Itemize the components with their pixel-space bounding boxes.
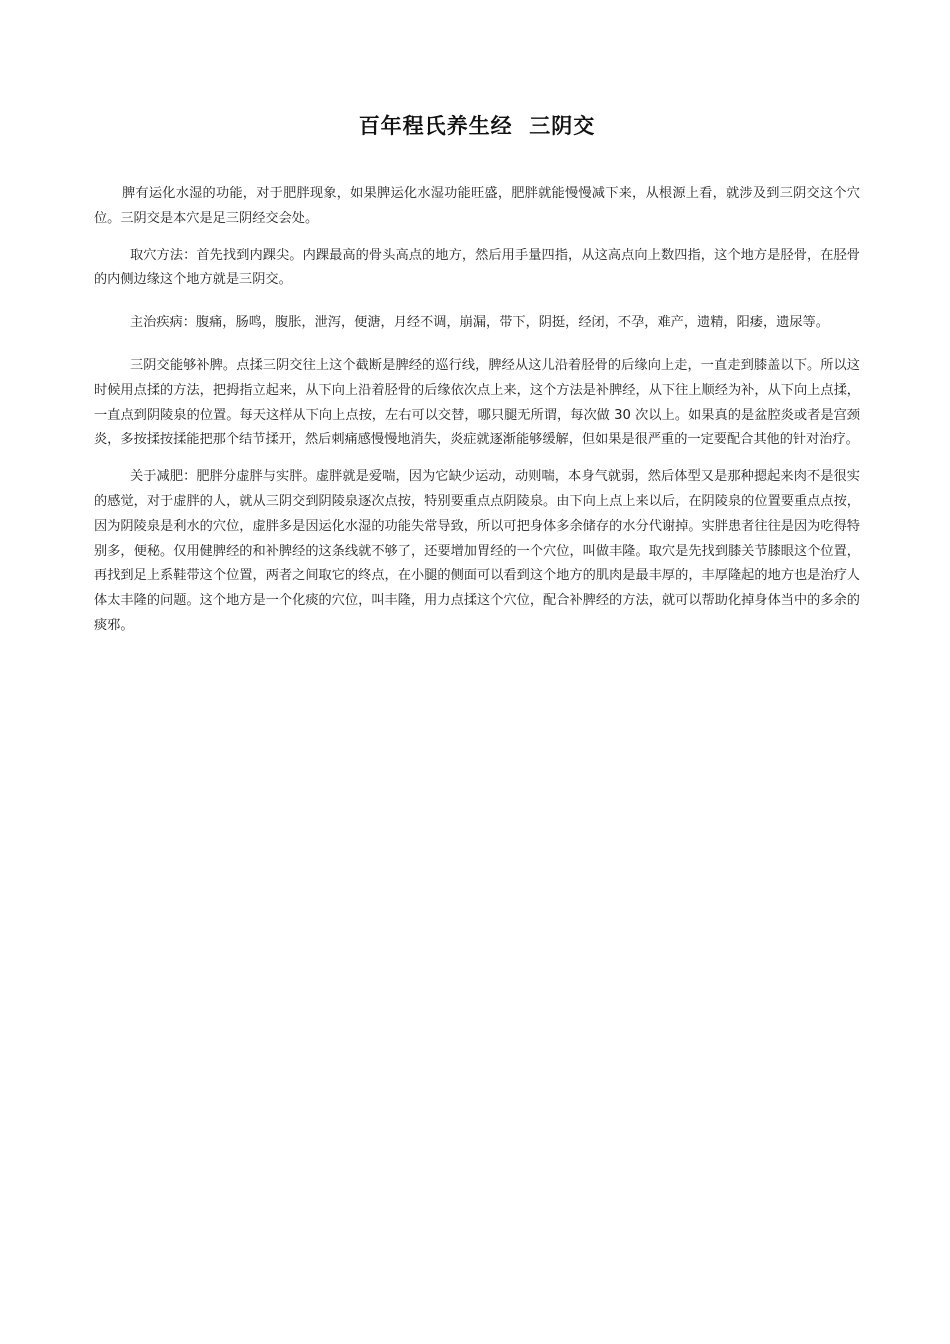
paragraph-weight-loss: 关于减肥：肥胖分虚胖与实胖。虚胖就是爱喘，因为它缺少运动，动则喘，本身气就弱，然后体型又是那种摁起来肉不是很实的感觉，对于虚胖的人，就从三阴交到阴陵泉逐次点按，特别要重点点阴陵泉。由下向上点上来以后，在阴陵泉的位置要重点点按，因为阴陵泉是利水的穴位，虚胖多是因运化水湿的功能失常导致，所以可把身体多余储存的水分代谢掉。实胖患者往往是因为吃得特别多，便秘。仅用健脾经的和补脾经的这条线就不够了，还要增加胃经的一个穴位，叫做丰隆。取穴是先找到膝关节膝眼这个位置，再找到足上系鞋带这个位置，两者之间取它的终点，在小腿的侧面可以看到这个地方的肌肉是最丰厚的，丰厚隆起的地方也是治疗人体太丰隆的问题。这个地方是一个化痰的穴位，叫丰隆，用力点揉这个穴位，配合补脾经的方法，就可以帮助化掉身体当中的多余的痰邪。: [94, 469, 860, 633]
document-body: [94, 182, 860, 639]
paragraph-tonify-spleen: 三阴交能够补脾。点揉三阴交往上这个截断是脾经的巡行线，脾经从这儿沿着胫骨的后缘向上走，一直走到膝盖以下。所以这时候用点揉的方法，把拇指立起来，从下向上沿着胫骨的后缘依次点上来，这个方法是补脾经，从下往上顺经为补，从下向上点揉，一直点到阴陵泉的位置。每天这样从下向上点按，左右可以交替，哪只腿无所谓，每次做 30 次以上。如果真的是盆腔炎或者是宫颈炎，多按揉按揉能把那个结节揉开，然后刺痛感慢慢地消失，炎症就逐渐能够缓解，但如果是很严重的一定要配合其他的针对治疗。: [94, 357, 860, 448]
document-title: 百年程氏养生经 三阴交: [358, 114, 596, 138]
document-page: [94, 0, 860, 651]
paragraph-locating-method: 取穴方法：首先找到内踝尖。内踝最高的骨头高点的地方，然后用手量四指，从这高点向上数四指，这个地方是胫骨，在胫骨的内侧边缘这个地方就是三阴交。: [94, 247, 860, 288]
paragraph-indications: 主治疾病：腹痛，肠鸣，腹胀，泄泻，便溏，月经不调，崩漏，带下，阴挺，经闭，不孕，难产，遗精，阳痿，遗尿等。: [130, 315, 829, 331]
paragraph-intro: 脾有运化水湿的功能，对于肥胖现象，如果脾运化水湿功能旺盛，肥胖就能慢慢减下来，从根源上看，就涉及到三阴交这个穴位。三阴交是本穴是足三阴经交会处。: [94, 186, 860, 226]
